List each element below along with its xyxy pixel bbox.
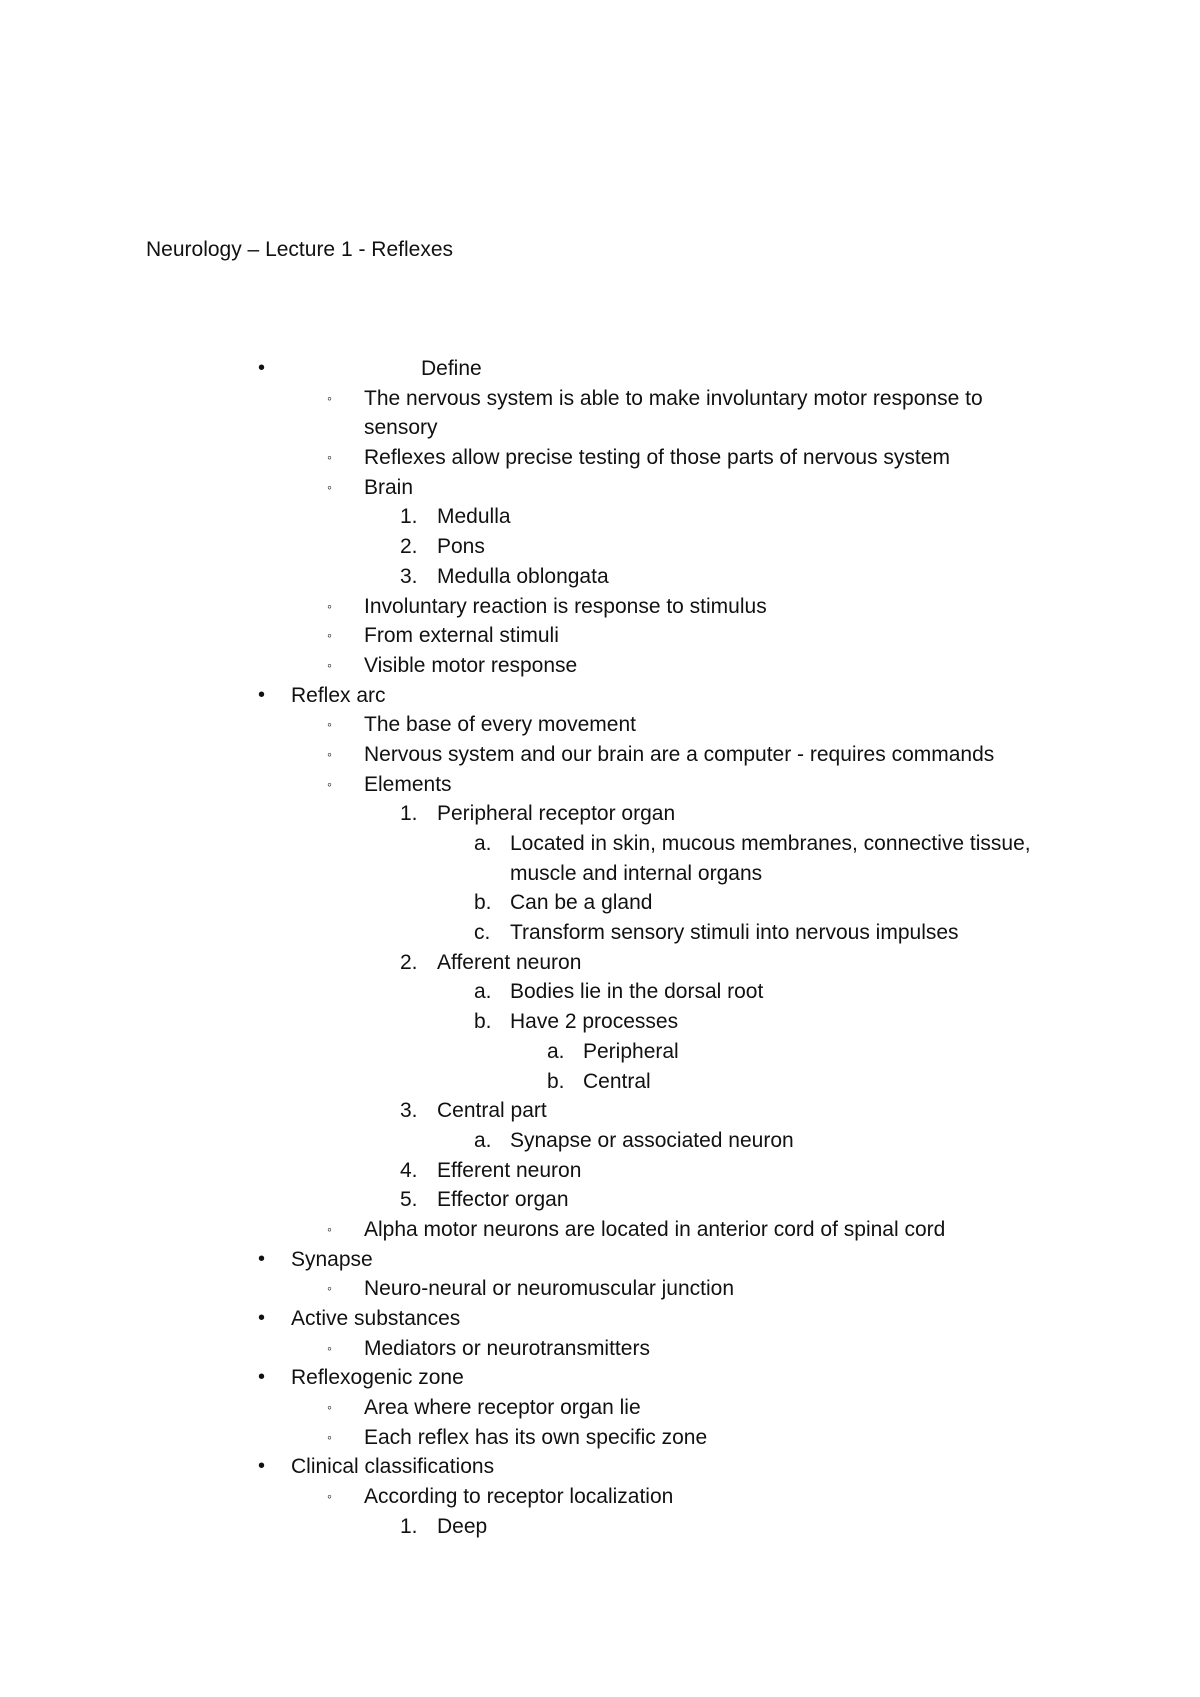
outline-item-text: Peripheral receptor organ bbox=[437, 802, 676, 826]
sub-bullet-marker: ◦ bbox=[327, 389, 332, 406]
outline-item-text: Reflex arc bbox=[291, 683, 386, 707]
list-number-marker: b. bbox=[547, 1069, 565, 1093]
outline-item-text: muscle and internal organs bbox=[510, 861, 763, 885]
bullet-marker: • bbox=[258, 1307, 266, 1329]
outline-item-text: Neuro-neural or neuromuscular junction bbox=[364, 1277, 735, 1301]
outline-item-level-3 bbox=[0, 799, 1200, 829]
outline-item-level-2 bbox=[0, 1423, 1200, 1453]
list-number-marker: b. bbox=[474, 891, 492, 915]
outline-item-level-2 bbox=[0, 740, 1200, 770]
outline-item-text: sensory bbox=[364, 416, 438, 440]
list-number-marker: 5. bbox=[400, 1188, 418, 1212]
list-number-marker: 3. bbox=[400, 564, 418, 588]
outline-item-level-3 bbox=[0, 532, 1200, 562]
outline-item-level-2 bbox=[0, 1482, 1200, 1512]
sub-bullet-marker: ◦ bbox=[327, 1488, 332, 1505]
outline-item-text: Each reflex has its own specific zone bbox=[364, 1425, 708, 1449]
outline-item-level-3 bbox=[0, 1185, 1200, 1215]
outline-item-text: Pons bbox=[437, 535, 485, 559]
outline-item-text: Brain bbox=[364, 475, 414, 499]
sub-bullet-marker: ◦ bbox=[327, 627, 332, 644]
outline-item-level-1 bbox=[0, 1245, 1200, 1275]
outline-item-text: Synapse or associated neuron bbox=[510, 1128, 794, 1152]
outline-item-text: Bodies lie in the dorsal root bbox=[510, 980, 764, 1004]
outline-item-level-3 bbox=[0, 1512, 1200, 1542]
list-number-marker: 2. bbox=[400, 950, 418, 974]
list-number-marker: 4. bbox=[400, 1158, 418, 1182]
sub-bullet-marker: ◦ bbox=[327, 1339, 332, 1356]
outline-item-text: Reflexes allow precise testing of those parts of nervous system bbox=[364, 446, 950, 470]
sub-bullet-marker: ◦ bbox=[327, 656, 332, 673]
sub-bullet-marker: ◦ bbox=[327, 449, 332, 466]
outline-item-level-1 bbox=[0, 1363, 1200, 1393]
outline-item-text: Peripheral bbox=[583, 1039, 679, 1063]
outline-item-level-3 bbox=[0, 948, 1200, 978]
outline-item-level-3 bbox=[0, 562, 1200, 592]
bullet-marker: • bbox=[258, 683, 266, 706]
outline-item-text: Transform sensory stimuli into nervous impulses bbox=[510, 921, 959, 945]
outline-item-level-2 bbox=[0, 473, 1200, 503]
outline-item-level-2 bbox=[0, 710, 1200, 740]
bullet-marker: • bbox=[258, 1247, 266, 1270]
outline-item-text: Nervous system and our brain are a computer - requires commands bbox=[364, 742, 995, 766]
outline-item-level-2 bbox=[0, 384, 1200, 414]
outline-item-level-5 bbox=[0, 1067, 1200, 1097]
bullet-marker: • bbox=[258, 357, 266, 379]
outline-item-text: Efferent neuron bbox=[437, 1158, 582, 1182]
outline-item-level-1 bbox=[0, 1304, 1200, 1334]
outline-item-text: Active substances bbox=[291, 1307, 461, 1330]
outline-item-level-4 bbox=[0, 859, 1200, 889]
list-number-marker: 1. bbox=[400, 1514, 418, 1538]
outline-item-level-1 bbox=[0, 354, 1200, 384]
list-number-marker: a. bbox=[474, 832, 492, 855]
outline-item-text: Synapse bbox=[291, 1247, 373, 1271]
outline-item-level-1 bbox=[0, 681, 1200, 711]
outline-item-text: Define bbox=[421, 357, 482, 380]
outline-item-text: Mediators or neurotransmitters bbox=[364, 1336, 650, 1360]
outline-item-text: Can be a gland bbox=[510, 891, 653, 915]
outline-item-text: Medulla oblongata bbox=[437, 564, 609, 588]
list-number-marker: c. bbox=[474, 921, 491, 945]
outline-item-level-1 bbox=[0, 1452, 1200, 1482]
sub-bullet-marker: ◦ bbox=[327, 478, 332, 495]
outline-item-level-2 bbox=[0, 651, 1200, 681]
outline-item-text: The nervous system is able to make involuntary motor response to bbox=[364, 386, 983, 410]
outline-item-text: Clinical classifications bbox=[291, 1455, 495, 1479]
list-number-marker: a. bbox=[474, 980, 492, 1004]
outline-item-text: Effector organ bbox=[437, 1188, 569, 1212]
bullet-marker: • bbox=[258, 1366, 266, 1389]
outline-item-level-2 bbox=[0, 770, 1200, 800]
bullet-marker: • bbox=[258, 1455, 266, 1478]
outline-item-level-2 bbox=[0, 1274, 1200, 1304]
list-number-marker: a. bbox=[547, 1039, 565, 1063]
outline-item-level-4 bbox=[0, 1007, 1200, 1037]
outline-item-level-2 bbox=[0, 413, 1200, 443]
sub-bullet-marker: ◦ bbox=[327, 1220, 332, 1237]
list-number-marker: 1. bbox=[400, 505, 418, 529]
outline-item-level-4 bbox=[0, 888, 1200, 918]
sub-bullet-marker: ◦ bbox=[327, 1428, 332, 1445]
outline-item-text: The base of every movement bbox=[364, 713, 636, 737]
outline-item-level-2 bbox=[0, 1334, 1200, 1364]
outline-item-text: Alpha motor neurons are located in anterior cord of spinal cord bbox=[364, 1217, 946, 1241]
outline-item-level-3 bbox=[0, 502, 1200, 532]
list-number-marker: 3. bbox=[400, 1099, 418, 1123]
list-number-marker: a. bbox=[474, 1128, 492, 1152]
outline-item-level-4 bbox=[0, 829, 1200, 859]
outline-item-text: Involuntary reaction is response to stimulus bbox=[364, 594, 767, 618]
outline-item-text: Area where receptor organ lie bbox=[364, 1396, 641, 1420]
outline-item-text: Central part bbox=[437, 1099, 547, 1123]
outline-item-level-4 bbox=[0, 977, 1200, 1007]
list-number-marker: 1. bbox=[400, 802, 418, 826]
outline-item-level-3 bbox=[0, 1156, 1200, 1186]
outline-item-text: Have 2 processes bbox=[510, 1010, 679, 1034]
sub-bullet-marker: ◦ bbox=[327, 716, 332, 733]
sub-bullet-marker: ◦ bbox=[327, 775, 332, 792]
outline-item-level-5 bbox=[0, 1037, 1200, 1067]
list-number-marker: b. bbox=[474, 1010, 492, 1034]
outline-item-text: Reflexogenic zone bbox=[291, 1366, 464, 1390]
outline-item-level-4 bbox=[0, 918, 1200, 948]
outline-item-text: Deep bbox=[437, 1514, 488, 1538]
outline-item-level-2 bbox=[0, 592, 1200, 622]
outline-item-text: Located in skin, mucous membranes, connective tissue, bbox=[510, 832, 1031, 855]
outline-item-text: Central bbox=[583, 1069, 651, 1093]
document-title: Neurology – Lecture 1 - Reflexes bbox=[146, 238, 453, 261]
outline-item-text: Afferent neuron bbox=[437, 950, 582, 974]
outline-item-level-3 bbox=[0, 1096, 1200, 1126]
sub-bullet-marker: ◦ bbox=[327, 597, 332, 614]
outline-item-text: From external stimuli bbox=[364, 624, 559, 648]
outline-item-level-2 bbox=[0, 621, 1200, 651]
outline-item-level-4 bbox=[0, 1126, 1200, 1156]
sub-bullet-marker: ◦ bbox=[327, 1399, 332, 1416]
lecture-outline bbox=[0, 354, 1200, 1542]
list-number-marker: 2. bbox=[400, 535, 418, 559]
sub-bullet-marker: ◦ bbox=[327, 745, 332, 762]
outline-item-text: Medulla bbox=[437, 505, 511, 529]
outline-item-level-2 bbox=[0, 1393, 1200, 1423]
outline-item-level-2 bbox=[0, 443, 1200, 473]
outline-item-level-2 bbox=[0, 1215, 1200, 1245]
outline-item-text: Visible motor response bbox=[364, 653, 578, 677]
outline-item-text: Elements bbox=[364, 772, 452, 796]
sub-bullet-marker: ◦ bbox=[327, 1280, 332, 1297]
outline-item-text: According to receptor localization bbox=[364, 1485, 674, 1509]
